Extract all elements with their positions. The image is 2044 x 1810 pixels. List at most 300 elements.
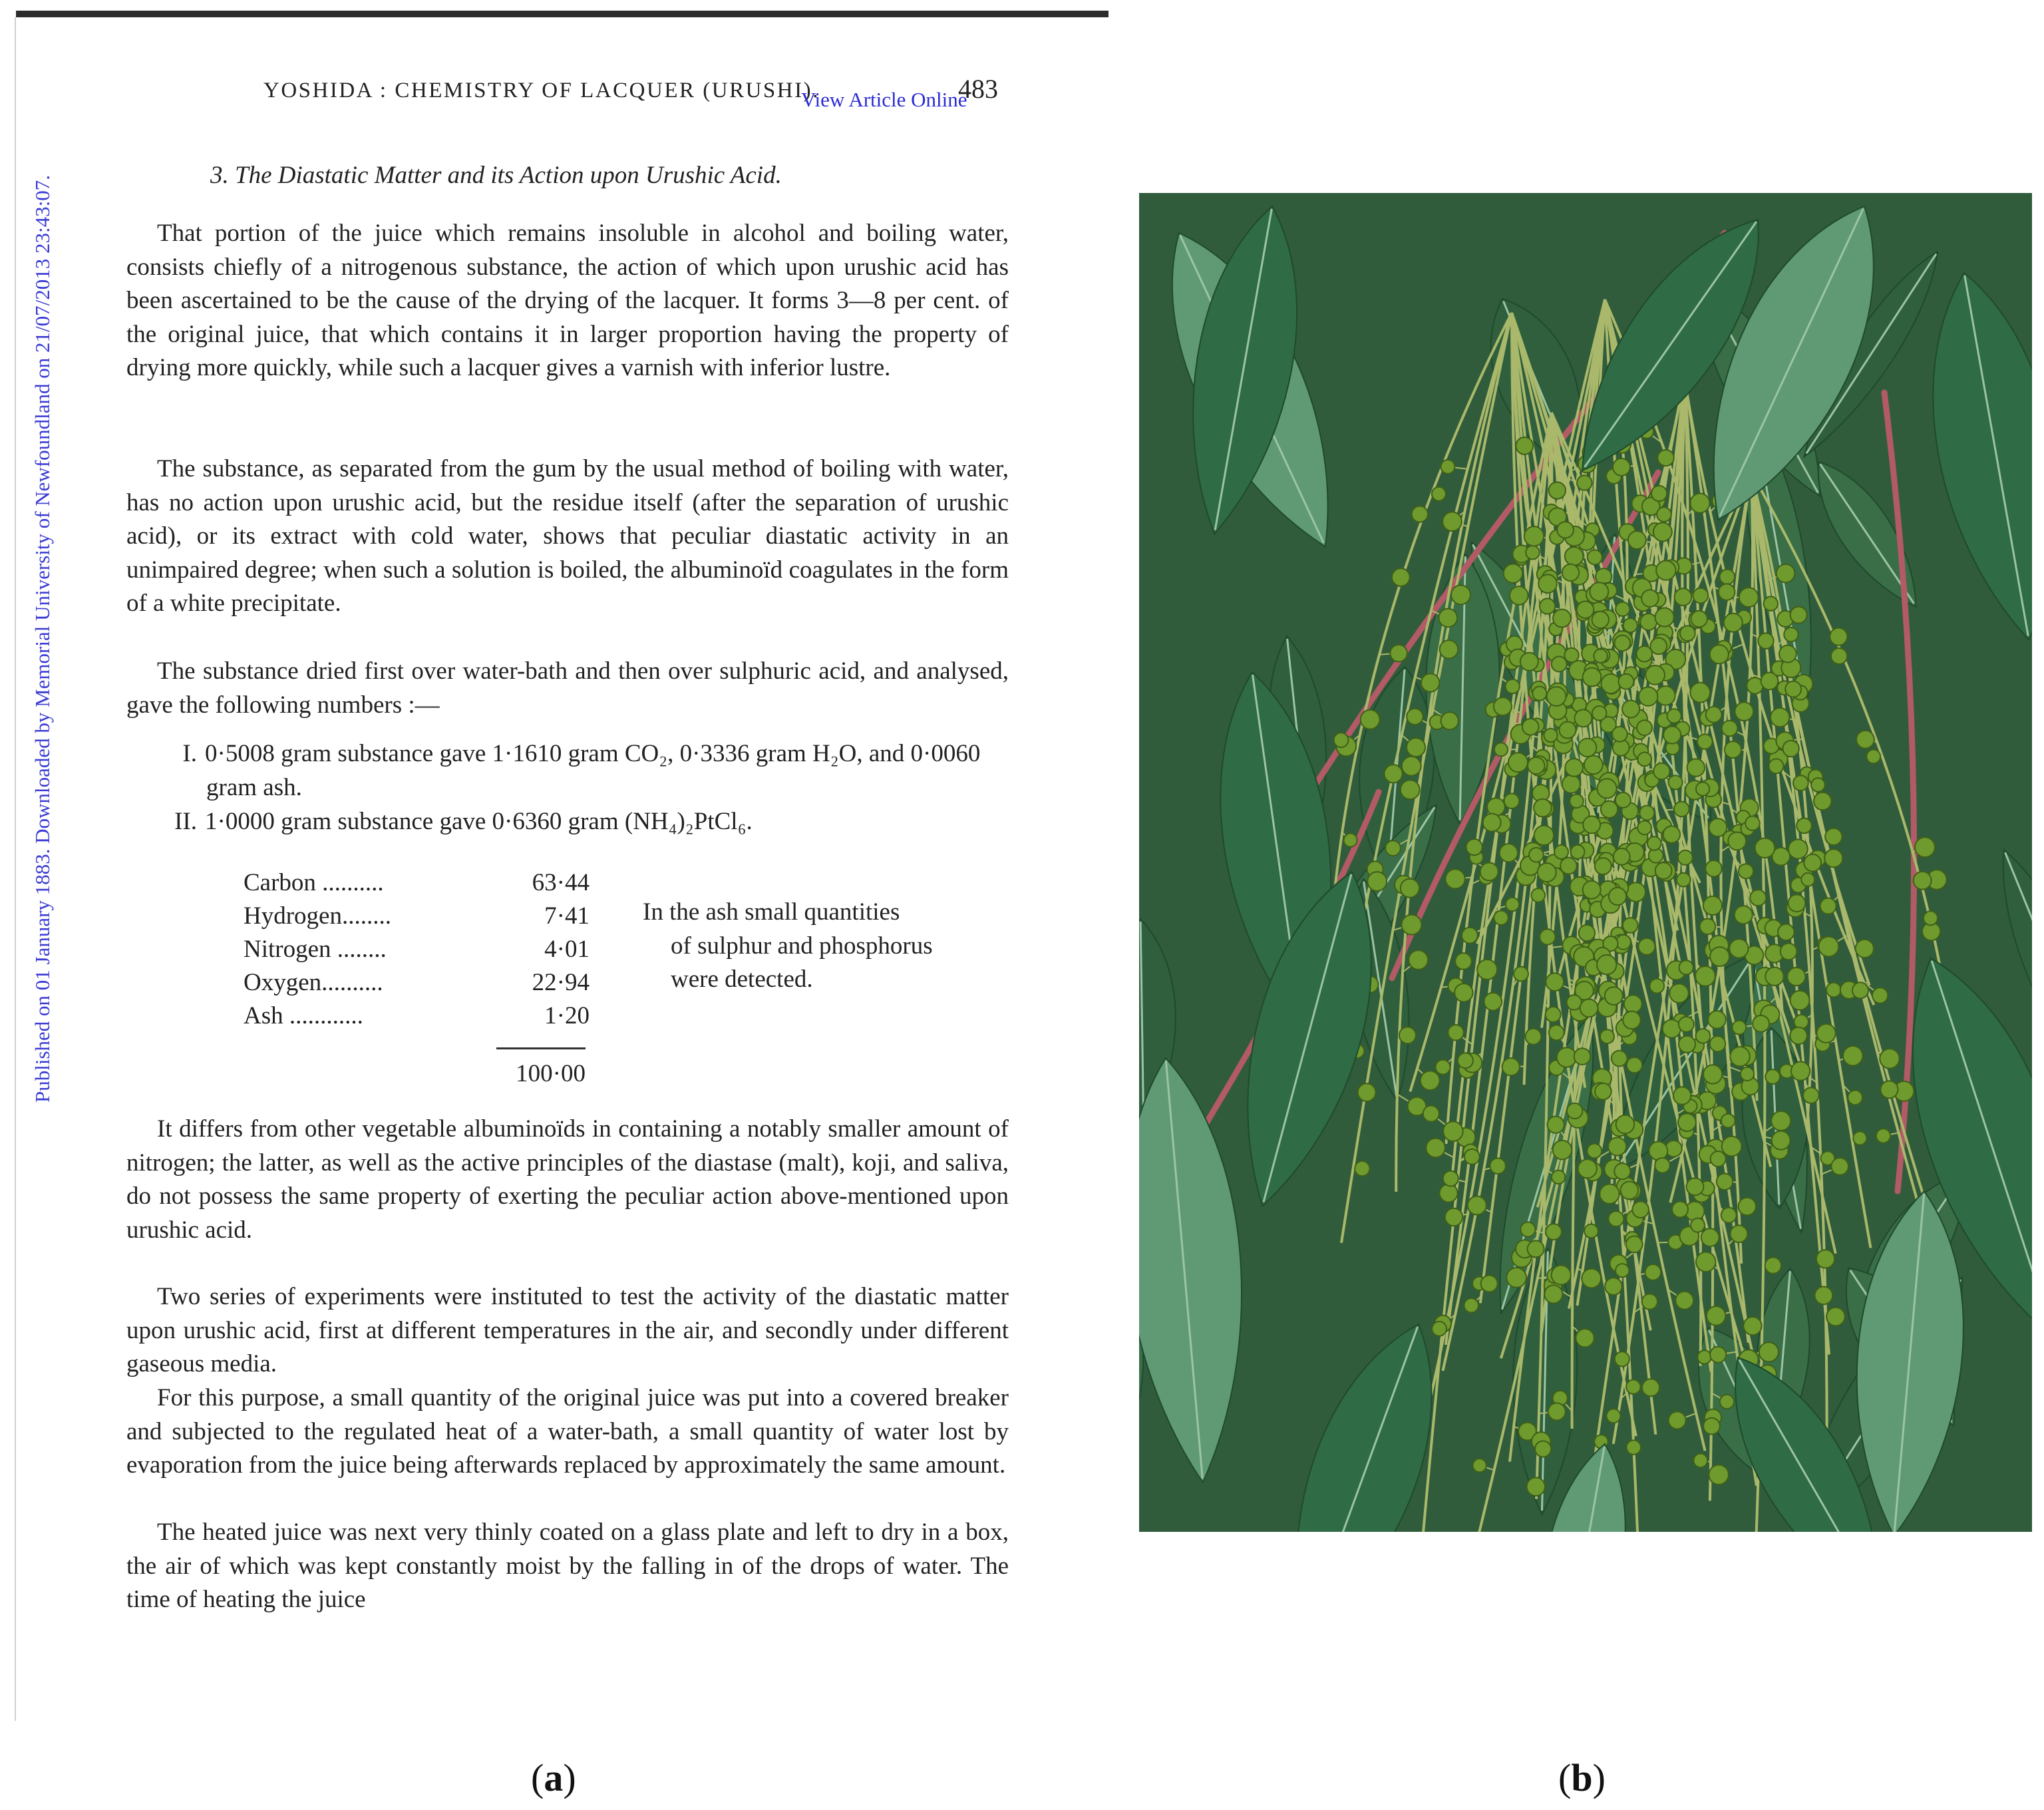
fruit-drupe	[1866, 749, 1880, 763]
fruit-drupe	[1623, 618, 1637, 632]
fruit-drupe	[1717, 1174, 1733, 1190]
paragraph: For this purpose, a small quantity of the original juice was put into a covered breaker and subjected to the regulated heat of a water-bath, a small quantity of water lost by evaporation from the juice being afterwards replaced by approximately the same amount.	[126, 1384, 1009, 1479]
fruit-drupe	[1554, 845, 1568, 859]
fruit-drupe	[1544, 1285, 1562, 1303]
fruit-drupe	[1506, 1268, 1526, 1288]
fruit-drupe	[1623, 1011, 1641, 1029]
fruit-drupe	[1677, 873, 1691, 887]
fruit-drupe	[1528, 757, 1544, 774]
fruit-drupe	[1710, 1347, 1726, 1363]
section-title: 3. The Diastatic Matter and its Action upon Urushic Acid.	[210, 162, 782, 189]
fruit-drupe	[1680, 626, 1695, 641]
fruit-drupe	[1783, 741, 1798, 757]
fruit-drupe	[1454, 984, 1472, 1001]
fruit-drupe	[1788, 839, 1808, 858]
fruit-drupe	[1534, 826, 1554, 845]
fruit-drupe	[1577, 475, 1592, 490]
fruit-drupe	[1464, 1298, 1478, 1313]
fruit-drupe	[1765, 968, 1783, 986]
fruit-drupe	[1720, 1395, 1734, 1409]
fruit-drupe	[1732, 1021, 1746, 1035]
fruit-drupe	[1785, 681, 1801, 697]
fruit-drupe	[1826, 1308, 1845, 1326]
fruit-drupe	[1722, 1137, 1742, 1157]
download-side-note: Published on 01 January 1883. Downloaded by Memorial University of Newfoundland on 21/07/2013 23:43:07.	[31, 175, 54, 1103]
fruit-drupe	[1710, 645, 1729, 663]
composition-table	[244, 866, 590, 1033]
fruit-drupe	[1355, 1161, 1369, 1176]
fruit-drupe	[1672, 1201, 1688, 1217]
fruit-drupe	[1532, 888, 1546, 902]
fruit-drupe	[1582, 1269, 1601, 1288]
fruit-drupe	[1616, 602, 1629, 616]
fruit-drupe	[1627, 1440, 1641, 1455]
fruit-drupe	[1784, 628, 1798, 641]
fruit-drupe	[1642, 1294, 1657, 1309]
fruit-drupe	[1621, 1182, 1639, 1200]
fruit-drupe	[1811, 778, 1825, 792]
fruit-drupe	[1696, 783, 1709, 796]
fruit-drupe	[1549, 482, 1566, 498]
fruit-drupe	[1520, 1222, 1535, 1237]
fruit-drupe	[1880, 1081, 1898, 1098]
fruit-drupe	[1494, 743, 1508, 756]
fruit-drupe	[1525, 1029, 1541, 1045]
fruit-drupe	[1663, 726, 1681, 743]
fruit-drupe	[1771, 708, 1789, 727]
fruit-drupe	[1361, 710, 1380, 729]
fruit-drupe	[1731, 1225, 1748, 1242]
fruit-drupe	[1587, 1144, 1602, 1159]
fruit-drupe	[1557, 522, 1574, 538]
fruit-drupe	[1626, 1379, 1640, 1393]
fruit-drupe	[1693, 1453, 1707, 1467]
fruit-drupe	[1690, 493, 1709, 512]
fruit-drupe	[1548, 1403, 1566, 1420]
fruit-drupe	[1728, 832, 1746, 850]
fruit-drupe	[1709, 818, 1727, 836]
fruit-drupe	[1445, 1208, 1462, 1226]
fruit-drupe	[1622, 701, 1639, 718]
fruit-drupe	[1439, 609, 1457, 628]
fruit-drupe	[1665, 1141, 1682, 1157]
composition-total: 100·00	[516, 1060, 586, 1087]
fruit-drupe	[1384, 765, 1402, 783]
fruit-drupe	[1637, 646, 1652, 661]
fruit-drupe	[1613, 458, 1630, 476]
fruit-drupe	[1443, 512, 1462, 531]
fruit-drupe	[1853, 1131, 1866, 1145]
fruit-drupe	[1407, 709, 1423, 725]
fruit-drupe	[1490, 1158, 1506, 1174]
fruit-drupe	[1614, 1163, 1630, 1179]
fruit-drupe	[1755, 838, 1775, 858]
fruit-drupe	[1508, 753, 1528, 772]
fruit-drupe	[1649, 1141, 1667, 1160]
fruit-drupe	[1769, 759, 1783, 773]
analysis-item	[174, 805, 1009, 839]
fruit-drupe	[1367, 872, 1387, 891]
fruit-drupe	[1639, 687, 1657, 705]
fruit-drupe	[1764, 596, 1778, 610]
fruit-drupe	[1690, 683, 1710, 703]
fruit-drupe	[1924, 911, 1938, 925]
fruit-drupe	[1657, 507, 1671, 522]
fruit-drupe	[1609, 888, 1626, 905]
fruit-drupe	[1578, 739, 1596, 757]
fruit-drupe	[1848, 1090, 1862, 1105]
fruit-drupe	[1826, 983, 1841, 997]
sum-rule	[496, 1047, 586, 1049]
fruit-drupe	[1632, 1201, 1649, 1218]
fruit-drupe	[1484, 993, 1502, 1011]
fruit-drupe	[1803, 1087, 1819, 1103]
fruit-drupe	[1725, 741, 1741, 758]
fruit-drupe	[1468, 1196, 1486, 1214]
fruit-drupe	[1616, 1264, 1629, 1277]
fruit-drupe	[1687, 759, 1705, 776]
fruit-drupe	[1401, 879, 1419, 898]
fruit-drupe	[1562, 775, 1580, 793]
fruit-drupe	[1730, 1047, 1749, 1066]
table-row	[244, 966, 590, 999]
fruit-drupe	[1553, 1141, 1572, 1160]
fruit-drupe	[1816, 1250, 1834, 1268]
fruit-drupe	[1477, 960, 1497, 980]
fruit-drupe	[1831, 648, 1847, 664]
fruit-drupe	[1667, 709, 1681, 723]
fruit-drupe	[1440, 1184, 1458, 1202]
fruit-drupe	[1653, 763, 1669, 779]
caption-letter: a	[544, 1756, 564, 1799]
fruit-drupe	[1779, 645, 1796, 663]
fruit-drupe	[1549, 1025, 1564, 1040]
fruit-drupe	[1706, 707, 1722, 723]
fruit-drupe	[1656, 560, 1675, 580]
fruit-drupe	[1765, 1257, 1781, 1273]
fruit-drupe	[1592, 612, 1609, 628]
fruit-drupe	[1831, 1158, 1848, 1175]
fruit-drupe	[1626, 882, 1645, 902]
fruit-drupe	[1814, 793, 1831, 810]
fruit-drupe	[1656, 686, 1675, 705]
fruit-drupe	[1645, 1264, 1661, 1280]
fruit-drupe	[1473, 1459, 1486, 1472]
fruit-drupe	[1608, 1211, 1623, 1226]
fruit-drupe	[1399, 1027, 1416, 1043]
fruit-drupe	[1623, 918, 1638, 933]
fruit-drupe	[1691, 1218, 1705, 1232]
fruit-drupe	[1739, 588, 1759, 607]
fruit-drupe	[1655, 862, 1672, 879]
fruit-drupe	[1721, 1208, 1737, 1223]
fruit-drupe	[1583, 816, 1600, 833]
fruit-drupe	[1695, 966, 1715, 986]
fruit-drupe	[1651, 486, 1667, 501]
fruit-drupe	[1565, 547, 1584, 566]
fruit-drupe	[1852, 982, 1868, 998]
fruit-drupe	[1735, 702, 1753, 721]
fruit-drupe	[1710, 947, 1729, 966]
fruit-drupe	[1567, 995, 1582, 1009]
fruit-drupe	[1577, 602, 1594, 618]
table-row	[244, 999, 590, 1033]
fruit-drupe	[1588, 550, 1602, 564]
fruit-drupe	[1820, 898, 1836, 914]
fruit-drupe	[1504, 793, 1520, 809]
fruit-drupe	[1594, 649, 1607, 663]
table-row	[244, 900, 590, 933]
fruit-drupe	[1790, 607, 1807, 624]
fruit-drupe	[1793, 775, 1808, 791]
fruit-drupe	[1675, 588, 1692, 606]
fruit-drupe	[1678, 1113, 1696, 1131]
analysis-text: 1·0000 gram substance gave 0·6360 gram (NH₄)₂PtCl₆.	[205, 808, 753, 835]
fruit-drupe	[1440, 640, 1458, 659]
fruit-drupe	[1703, 1418, 1720, 1435]
fruit-drupe	[1534, 799, 1552, 817]
fruit-drupe	[1401, 915, 1421, 935]
fruit-drupe	[1574, 1048, 1591, 1065]
fruit-drupe	[1655, 1158, 1670, 1173]
fruit-drupe	[1722, 721, 1738, 737]
fruit-drupe	[1771, 1111, 1790, 1131]
fruit-drupe	[1426, 1139, 1445, 1158]
fruit-drupe	[1745, 816, 1760, 830]
fruit-drupe	[1451, 585, 1470, 604]
fruit-drupe	[1641, 590, 1659, 607]
fruit-drupe	[1432, 487, 1446, 501]
running-head: YOSHIDA : CHEMISTRY OF LACQUER (URUSHI).	[263, 79, 820, 102]
fruit-drupe	[1843, 1046, 1862, 1065]
fruit-drupe	[1794, 1015, 1808, 1029]
fruit-drupe	[1691, 611, 1707, 628]
fruit-drupe	[1675, 1292, 1693, 1310]
fruit-drupe	[1583, 668, 1602, 687]
fruit-drupe	[1540, 598, 1555, 614]
fruit-drupe	[1637, 753, 1651, 767]
fruit-drupe	[1423, 1105, 1439, 1121]
fruit-drupe	[1576, 1329, 1594, 1347]
fruit-drupe	[1590, 582, 1608, 601]
paragraph: The heated juice was next very thinly coated on a glass plate and left to dry in a box, the air of which was kept constantly moist by the falling in of the drops of water. The time of heating the juice	[126, 1519, 1009, 1613]
fruit-drupe	[1697, 1350, 1711, 1363]
fruit-drupe	[1649, 979, 1664, 994]
fruit-drupe	[1824, 849, 1842, 867]
fruit-drupe	[1600, 1029, 1614, 1043]
fruit-drupe	[1650, 637, 1667, 654]
fruit-drupe	[1480, 862, 1498, 880]
fruit-drupe	[1441, 460, 1455, 474]
fruit-drupe	[1729, 939, 1748, 958]
fruit-drupe	[1595, 858, 1612, 874]
fruit-drupe	[1642, 1379, 1659, 1396]
fruit-drupe	[1703, 1065, 1722, 1083]
fruit-drupe	[1443, 1171, 1458, 1186]
fruit-drupe	[1741, 1067, 1754, 1081]
fruit-drupe	[1825, 828, 1842, 845]
fruit-drupe	[1735, 906, 1753, 924]
fruit-drupe	[1584, 1224, 1598, 1238]
fruit-drupe	[1719, 584, 1735, 600]
fruit-drupe	[1487, 798, 1505, 816]
fruit-drupe	[1696, 1029, 1711, 1043]
paragraph: The substance, as separated from the gum by the usual method of boiling with water, has no action upon urushic acid, but the residue itself (after the separation of urushic acid), or its extract with cold water, shows that peculiar diastatic activity in an unimpaired degree; when such a solution is boiled, the albuminoïd coagulates in the form of a white precipitate.	[126, 455, 1009, 617]
fruit-drupe	[1578, 1159, 1597, 1178]
fruit-drupe	[1494, 911, 1508, 925]
fruit-drupe	[1669, 984, 1689, 1003]
fruit-drupe	[1544, 729, 1557, 742]
fruit-drupe	[1856, 731, 1874, 749]
lacquer-tree-illustration	[1139, 193, 2032, 1532]
fruit-drupe	[1510, 586, 1528, 605]
fruit-drupe	[1606, 1409, 1620, 1423]
fruit-drupe	[1584, 755, 1603, 774]
fruit-drupe	[1703, 896, 1722, 915]
fruit-drupe	[1605, 987, 1623, 1005]
fruit-drupe	[1653, 522, 1672, 541]
caption-a: (a)	[531, 1756, 576, 1799]
fruit-drupe	[1790, 1027, 1806, 1044]
fruit-drupe	[1421, 1071, 1440, 1090]
fruit-drupe	[1567, 1103, 1582, 1119]
fruit-drupe	[1445, 869, 1464, 888]
fruit-drupe	[1781, 944, 1797, 960]
fruit-drupe	[1679, 960, 1693, 974]
element-value: 22·94	[532, 969, 590, 996]
fruit-drupe	[1516, 437, 1533, 454]
fruit-drupe	[1709, 1465, 1729, 1485]
fruit-drupe	[1455, 953, 1472, 970]
fruit-drupe	[1540, 929, 1555, 944]
table-row	[244, 933, 590, 966]
fruit-drupe	[1686, 1178, 1703, 1195]
fruit-drupe	[1524, 526, 1544, 546]
element-value: 1·20	[544, 1002, 590, 1029]
fruit-drupe	[1528, 1240, 1544, 1257]
fruit-drupe	[1597, 955, 1616, 974]
fruit-drupe	[1580, 999, 1598, 1017]
fruit-drupe	[1615, 1352, 1629, 1366]
fruit-drupe	[1637, 820, 1651, 834]
fruit-drupe	[1390, 645, 1407, 662]
fruit-drupe	[1506, 679, 1520, 693]
element-value: 63·44	[532, 869, 590, 896]
fruit-drupe	[1562, 564, 1579, 581]
fruit-drupe	[1571, 845, 1585, 859]
fruit-drupe	[1721, 1114, 1735, 1128]
fruit-drupe	[1600, 1184, 1619, 1203]
paragraph: It differs from other vegetable albuminoïds in containing a notably smaller amount of nitrogen; the latter, as well as the active principles of the diastase (malt), koji, and saliva, do not possess the same property of exerting the peculiar action above-mentioned upon urushic acid.	[126, 1115, 1009, 1244]
fruit-drupe	[1818, 936, 1838, 956]
fruit-drupe	[1595, 1083, 1612, 1100]
fruit-drupe	[1639, 806, 1654, 820]
element-name: Ash ............	[244, 1002, 363, 1029]
fruit-drupe	[1696, 1252, 1715, 1272]
fruit-drupe	[1409, 950, 1428, 970]
fruit-drupe	[1669, 1411, 1686, 1429]
fruit-drupe	[1707, 1306, 1726, 1326]
fruit-drupe	[1804, 854, 1821, 872]
paragraph: That portion of the juice which remains insoluble in alcohol and boiling water, consists chiefly of a nitrogenous substance, the action of which upon urushic acid has been ascertained to be the cause of the drying of the lacquer. It forms 3—8 per cent. of the original juice, that which contains it in larger proportion having the property of drying more quickly, while such a lacquer gives a varnish with inferior lustre.	[126, 220, 1009, 381]
fruit-drupe	[1421, 673, 1439, 691]
fruit-drupe	[1787, 968, 1805, 986]
fruit-drupe	[1624, 995, 1642, 1013]
fruit-drupe	[1547, 687, 1566, 706]
fruit-drupe	[1655, 608, 1674, 627]
element-name: Carbon ..........	[244, 869, 384, 896]
fruit-drupe	[1552, 1265, 1571, 1284]
fruit-drupe	[1464, 1149, 1480, 1165]
fruit-drupe	[1679, 1017, 1694, 1032]
element-value: 7·41	[544, 902, 590, 930]
fruit-drupe	[1564, 648, 1578, 662]
fruit-drupe	[1436, 1060, 1450, 1075]
fruit-drupe	[1579, 925, 1595, 941]
element-name: Nitrogen ........	[244, 936, 387, 963]
fruit-drupe	[1432, 1322, 1447, 1336]
fruit-drupe	[1645, 665, 1665, 685]
fruit-drupe	[1663, 1019, 1681, 1037]
fruit-drupe	[1481, 1276, 1498, 1292]
fruit-drupe	[1856, 940, 1874, 958]
fruit-drupe	[1778, 924, 1794, 940]
fruit-drupe	[1668, 775, 1682, 789]
fruit-drupe	[1788, 894, 1806, 912]
fruit-drupe	[1765, 1069, 1780, 1084]
element-name: Hydrogen........	[244, 902, 391, 930]
fruit-drupe	[1628, 531, 1646, 549]
fruit-drupe	[1559, 721, 1576, 738]
fruit-drupe	[1814, 1286, 1832, 1304]
fruit-drupe	[1657, 450, 1673, 466]
fruit-drupe	[1647, 836, 1661, 850]
fruit-drupe	[1583, 881, 1601, 899]
fruit-drupe	[1697, 734, 1713, 749]
fruit-drupe	[1626, 1236, 1643, 1253]
fruit-drupe	[1705, 860, 1722, 877]
fruit-drupe	[1743, 1317, 1761, 1335]
caption-letter: b	[1571, 1756, 1593, 1799]
fruit-drupe	[1608, 1137, 1626, 1155]
caption-b: (b)	[1558, 1756, 1606, 1799]
fruit-drupe	[1334, 733, 1349, 747]
fruit-drupe	[1506, 898, 1519, 911]
fruit-drupe	[1612, 1051, 1627, 1067]
fruit-drupe	[1711, 1151, 1726, 1167]
fruit-drupe	[1483, 814, 1501, 832]
ash-note-line: were detected.	[671, 966, 813, 993]
fruit-drupe	[1772, 1131, 1790, 1150]
fruit-drupe	[1876, 1129, 1890, 1143]
fruit-drupe	[1720, 570, 1735, 585]
fruit-drupe	[1602, 674, 1621, 693]
fruit-drupe	[1801, 873, 1814, 886]
fruit-drupe	[1574, 709, 1592, 727]
fruit-drupe	[1443, 1121, 1463, 1141]
fruit-drupe	[1546, 1224, 1562, 1240]
fruit-drupe	[1673, 1087, 1691, 1105]
view-article-online-link[interactable]: View Article Online	[801, 88, 967, 111]
fruit-drupe	[1401, 780, 1420, 799]
fruit-drupe	[1538, 574, 1557, 593]
fruit-drupe	[1538, 863, 1556, 882]
analysis-text: 0·5008 gram substance gave 1·1610 gram CO₂, 0·3336 gram H₂O, and 0·0060 gram ash.	[205, 740, 981, 801]
table-row	[244, 866, 590, 900]
fruit-drupe	[1494, 697, 1512, 715]
fruit-drupe	[1527, 1477, 1545, 1495]
fruit-drupe	[1817, 1024, 1836, 1043]
